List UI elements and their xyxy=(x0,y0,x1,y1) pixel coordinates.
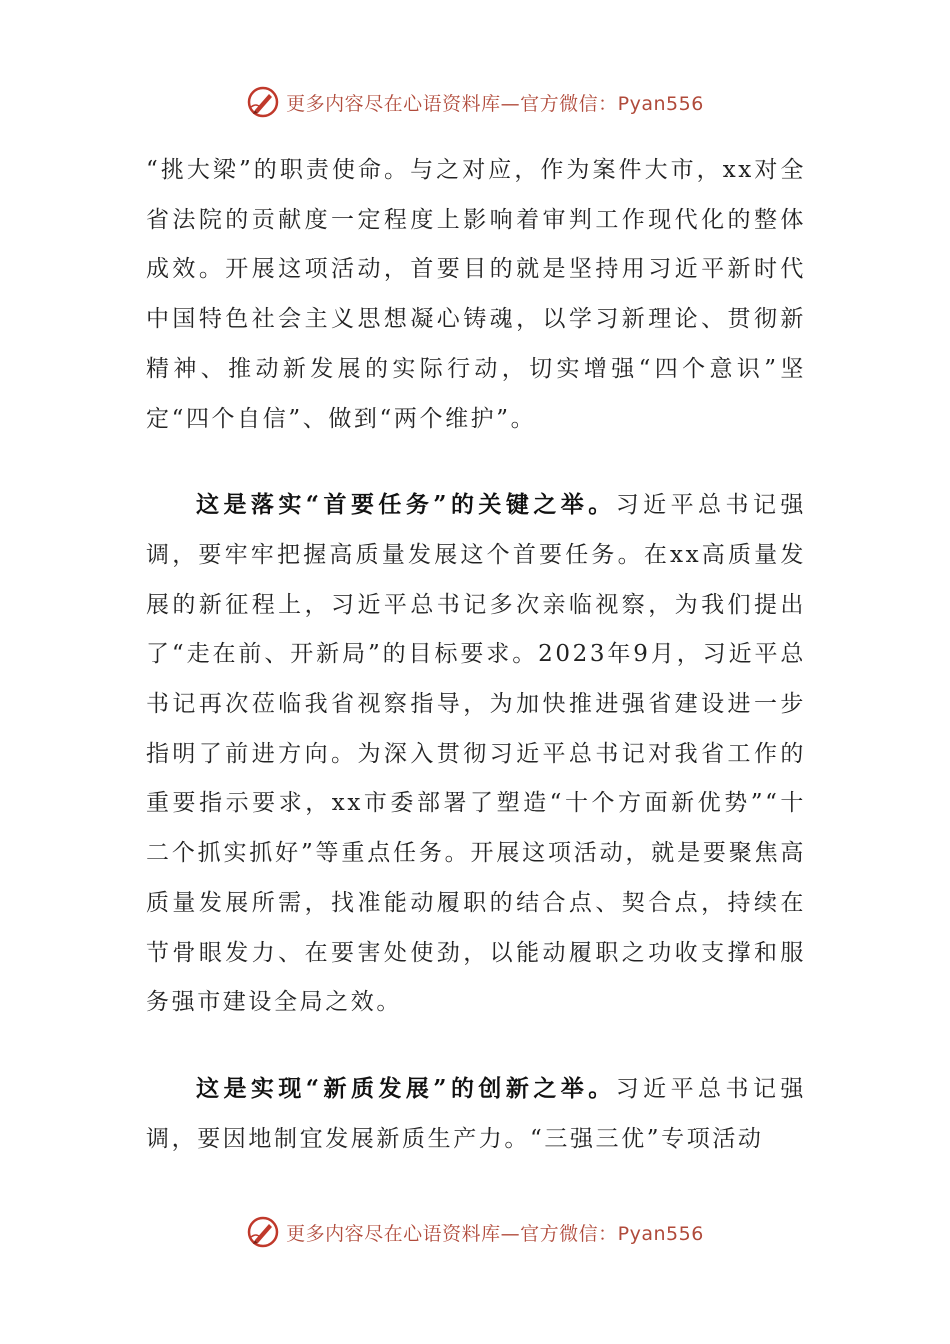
paragraph-3-lead: 这是实现“新质发展”的创新之举。 xyxy=(196,1074,616,1102)
paragraph-2-lead: 这是落实“首要任务”的关键之举。 xyxy=(196,491,616,519)
paragraph-gap xyxy=(146,1028,806,1064)
paragraph-gap xyxy=(146,444,806,480)
paragraph-1-text: “挑大梁”的职责使命。与之对应，作为案件大市，xx对全省法院的贡献度一定程度上影响着审判工作现代化的整体成效。开展这项活动，首要目的就是坚持用习近平新时代中国特色社会主义思想凝心铸魂，以学习新理论、贯彻新精神、推动新发展的实际行动，切实增强“四个意识”坚定“四个自信”、做到“两个维护”。 xyxy=(146,157,806,432)
footer-banner-text: 更多内容尽在心语资料库—官方微信：Pyan556 xyxy=(286,1222,704,1245)
header-banner-text: 更多内容尽在心语资料库—官方微信：Pyan556 xyxy=(286,92,704,115)
paragraph-3 xyxy=(146,1064,806,1164)
paragraph-3-text: 习近平总书记强调，要因地制宜发展新质生产力。“三强三优”专项活动 xyxy=(146,1075,806,1152)
header-watermark-banner xyxy=(0,82,950,122)
pen-logo-icon xyxy=(246,1215,280,1249)
footer-watermark-banner xyxy=(0,1212,950,1252)
paragraph-2-text: 习近平总书记强调，要牢牢把握高质量发展这个首要任务。在xx高质量发展的新征程上，习近平总书记多次亲临视察，为我们提出了“走在前、开新局”的目标要求。2023年9月，习近平总书记再次莅临我省视察指导，为加快推进强省建设进一步指明了前进方向。为深入贯彻习近平总书记对我省工作的重要指示要求，xx市委部署了塑造“十个方面新优势”“十二个抓实抓好”等重点任务。开展这项活动，就是要聚焦高质量发展所需，找准能动履职的结合点、契合点，持续在节骨眼发力、在要害处使劲，以能动履职之功收支撑和服务强市建设全局之效。 xyxy=(146,492,806,1016)
document-body xyxy=(146,146,806,1164)
paragraph-1 xyxy=(146,146,806,444)
pen-logo-icon xyxy=(246,85,280,119)
paragraph-2 xyxy=(146,480,806,1028)
